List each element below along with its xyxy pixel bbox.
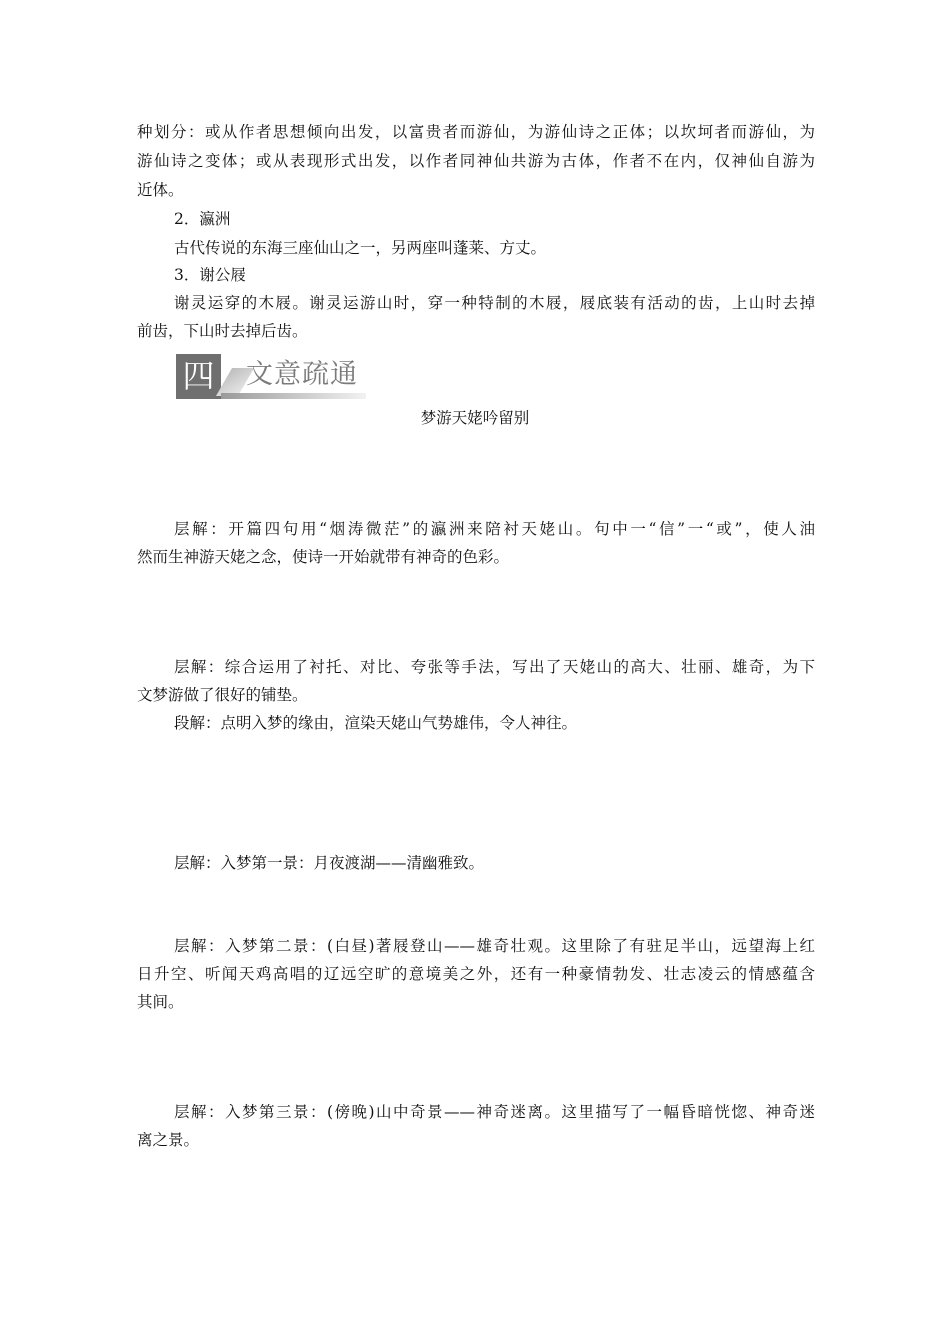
section-title: 文意疏通 bbox=[246, 359, 358, 390]
note-body-3-line-2: 前齿，下山时去掉后齿。 bbox=[137, 322, 308, 340]
poem-title: 梦游天姥吟留别 bbox=[420, 409, 530, 427]
note-title-2: 2．瀛洲 bbox=[174, 210, 231, 228]
analysis-5-line-2: 日升空、听闻天鸡高唱的辽远空旷的意境美之外，还有一种豪情勃发、壮志凌云的情感蕴含 bbox=[137, 965, 815, 983]
section-heading bbox=[176, 354, 366, 399]
intro-line-3: 近体。 bbox=[137, 181, 184, 199]
analysis-2-line-2: 文梦游做了很好的铺垫。 bbox=[137, 686, 308, 704]
analysis-2-line-1: 层解：综合运用了衬托、对比、夸张等手法，写出了天姥山的高大、壮丽、雄奇，为下 bbox=[174, 658, 815, 676]
analysis-1-line-1: 层解：开篇四句用“烟涛微茫”的瀛洲来陪衬天姥山。句中一“信”一“或”，使人油 bbox=[174, 520, 816, 538]
intro-line-2: 游仙诗之变体；或从表现形式出发，以作者同神仙共游为古体，作者不在内，仅神仙自游为 bbox=[137, 152, 815, 170]
analysis-5-line-1: 层解：入梦第二景：(白昼)著屐登山——雄奇壮观。这里除了有驻足半山，远望海上红 bbox=[174, 937, 815, 955]
note-body-2: 古代传说的东海三座仙山之一，另两座叫蓬莱、方丈。 bbox=[174, 239, 547, 257]
note-title-3: 3．谢公屐 bbox=[174, 266, 246, 284]
section-number: 四 bbox=[176, 354, 221, 399]
analysis-6-line-2: 离之景。 bbox=[137, 1131, 200, 1149]
analysis-1-line-2: 然而生神游天姥之念，使诗一开始就带有神奇的色彩。 bbox=[137, 548, 510, 566]
analysis-3: 段解：点明入梦的缘由，渲染天姥山气势雄伟，令人神往。 bbox=[174, 714, 578, 732]
note-body-3-line-1: 谢灵运穿的木屐。谢灵运游山时，穿一种特制的木屐，屐底装有活动的齿，上山时去掉 bbox=[174, 294, 815, 312]
intro-line-1: 种划分：或从作者思想倾向出发，以富贵者而游仙，为游仙诗之正体；以坎坷者而游仙，为 bbox=[137, 123, 815, 141]
analysis-4: 层解：入梦第一景：月夜渡湖——清幽雅致。 bbox=[174, 854, 485, 872]
analysis-6-line-1: 层解：入梦第三景：(傍晚)山中奇景——神奇迷离。这里描写了一幅昏暗恍惚、神奇迷 bbox=[174, 1103, 815, 1121]
analysis-5-line-3: 其间。 bbox=[137, 993, 184, 1011]
